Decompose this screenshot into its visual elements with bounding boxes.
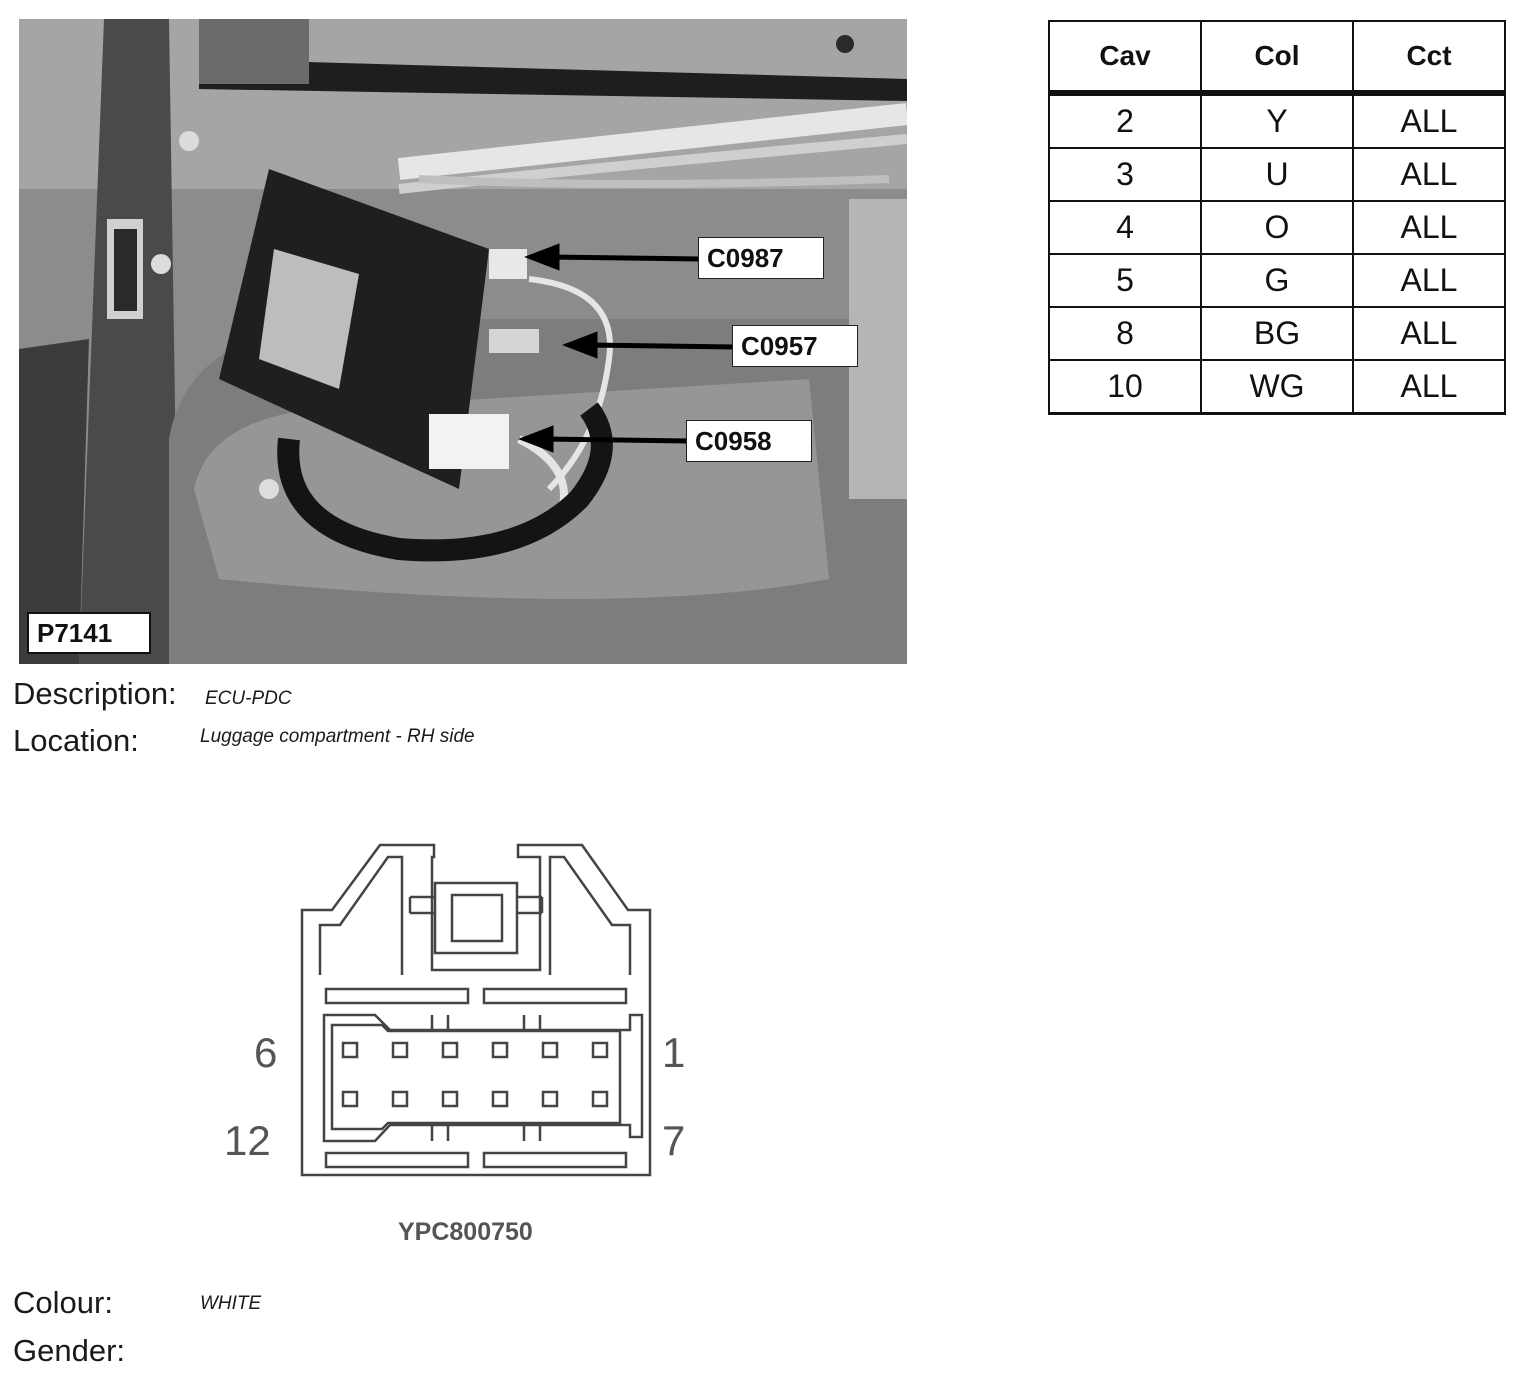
cell-cct: ALL bbox=[1353, 93, 1505, 148]
cell-cav: 2 bbox=[1049, 93, 1201, 148]
description-value: ECU-PDC bbox=[205, 688, 292, 709]
table-row bbox=[1049, 93, 1505, 148]
cell-cav: 5 bbox=[1049, 254, 1201, 307]
cell-col: O bbox=[1201, 201, 1353, 254]
connector-face-diagram bbox=[210, 835, 710, 1205]
column-header-cct: Cct bbox=[1353, 21, 1505, 93]
cell-cav: 8 bbox=[1049, 307, 1201, 360]
location-label: Location: bbox=[13, 723, 139, 758]
table-row bbox=[1049, 360, 1505, 414]
cell-cav: 10 bbox=[1049, 360, 1201, 414]
pin-label-12: 12 bbox=[224, 1117, 271, 1164]
connector-part-number: YPC800750 bbox=[398, 1218, 533, 1246]
table-row bbox=[1049, 307, 1505, 360]
cell-cct: ALL bbox=[1353, 148, 1505, 201]
column-header-col: Col bbox=[1201, 21, 1353, 93]
cell-col: BG bbox=[1201, 307, 1353, 360]
pin-label-1: 1 bbox=[662, 1029, 686, 1076]
colour-value: WHITE bbox=[200, 1293, 262, 1314]
cell-col: Y bbox=[1201, 93, 1353, 148]
cell-col: G bbox=[1201, 254, 1353, 307]
cell-cct: ALL bbox=[1353, 201, 1505, 254]
table-row bbox=[1049, 254, 1505, 307]
colour-label: Colour: bbox=[13, 1285, 113, 1320]
callout-c0958: C0958 bbox=[686, 420, 812, 462]
pin-table bbox=[1048, 20, 1506, 415]
callout-c0987: C0987 bbox=[698, 237, 824, 279]
location-value: Luggage compartment - RH side bbox=[200, 726, 475, 747]
gender-label: Gender: bbox=[13, 1333, 126, 1368]
cell-cct: ALL bbox=[1353, 307, 1505, 360]
cell-cct: ALL bbox=[1353, 360, 1505, 414]
cell-cav: 4 bbox=[1049, 201, 1201, 254]
table-row bbox=[1049, 148, 1505, 201]
cell-cav: 3 bbox=[1049, 148, 1201, 201]
description-label: Description: bbox=[13, 676, 177, 711]
table-row bbox=[1049, 201, 1505, 254]
column-header-cav: Cav bbox=[1049, 21, 1201, 93]
cell-col: U bbox=[1201, 148, 1353, 201]
pin-label-7: 7 bbox=[662, 1117, 686, 1164]
cell-col: WG bbox=[1201, 360, 1353, 414]
table-header-row bbox=[1049, 21, 1505, 93]
photo-reference-label: P7141 bbox=[27, 612, 151, 654]
cell-cct: ALL bbox=[1353, 254, 1505, 307]
callout-c0957: C0957 bbox=[732, 325, 858, 367]
pin-label-6: 6 bbox=[254, 1029, 278, 1076]
